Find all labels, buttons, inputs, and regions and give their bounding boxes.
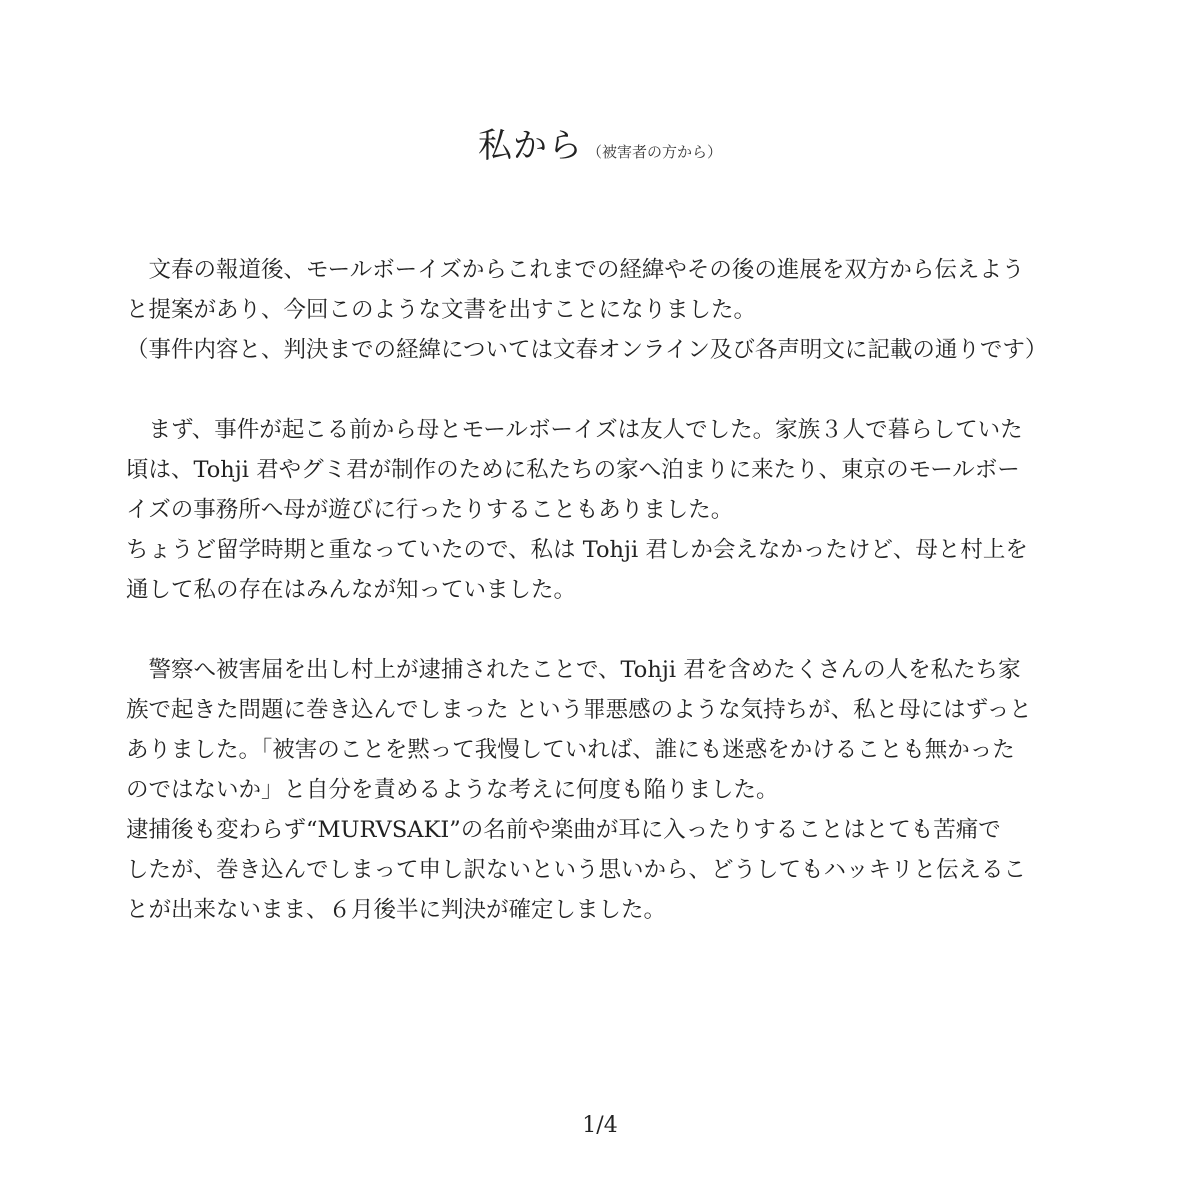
text-line: と提案があり、今回このような文書を出すことになりました。 (126, 297, 757, 323)
page-number: 1/4 (582, 1113, 618, 1138)
text-line: 族で起きた問題に巻き込んでしまった という罪悪感のような気持ちが、私と母にはずっと (126, 697, 1032, 723)
paragraph-2 (126, 410, 1076, 610)
text-line: 通して私の存在はみんなが知っていました。 (126, 577, 577, 603)
statement-body (126, 250, 1076, 970)
text-line: とが出来ないまま、６月後半に判決が確定しました。 (126, 897, 667, 923)
paragraph-1 (126, 250, 1076, 370)
text-line: ありました。「被害のことを黙って我慢していれば、誰にも迷惑をかけることも無かった (126, 737, 1015, 763)
text-line: 警察へ被害届を出し村上が逮捕されたことで、Tohji 君を含めたくさんの人を私たち家 (126, 657, 1021, 683)
title-subtitle: （被害者の方から） (586, 143, 722, 161)
text-line: （事件内容と、判決までの経緯については文春オンライン及び各声明文に記載の通りです） (126, 337, 1048, 363)
text-line: イズの事務所へ母が遊びに行ったりすることもありました。 (126, 497, 734, 523)
text-line: 文春の報道後、モールボーイズからこれまでの経緯やその後の進展を双方から伝えよう (126, 257, 1025, 283)
text-line: 頃は、Tohji 君やグミ君が制作のために私たちの家へ泊まりに来たり、東京のモールボー (126, 457, 1020, 483)
text-line: まず、事件が起こる前から母とモールボーイズは友人でした。家族３人で暮らしていた (126, 417, 1023, 443)
page-title (0, 118, 1200, 167)
paragraph-3 (126, 650, 1076, 930)
text-line: のではないか」と自分を責めるような考えに何度も陥りました。 (126, 777, 779, 803)
text-line: したが、巻き込んでしまって申し訳ないという思いから、どうしてもハッキリと伝えるこ (126, 857, 1027, 883)
title-main: 私から (477, 126, 583, 166)
text-line: 逮捕後も変わらず“MURVSAKI”の名前や楽曲が耳に入ったりすることはとても苦痛で (126, 817, 1001, 843)
text-line: ちょうど留学時期と重なっていたので、私は Tohji 君しか会えなかったけど、母と村上を (126, 537, 1028, 563)
